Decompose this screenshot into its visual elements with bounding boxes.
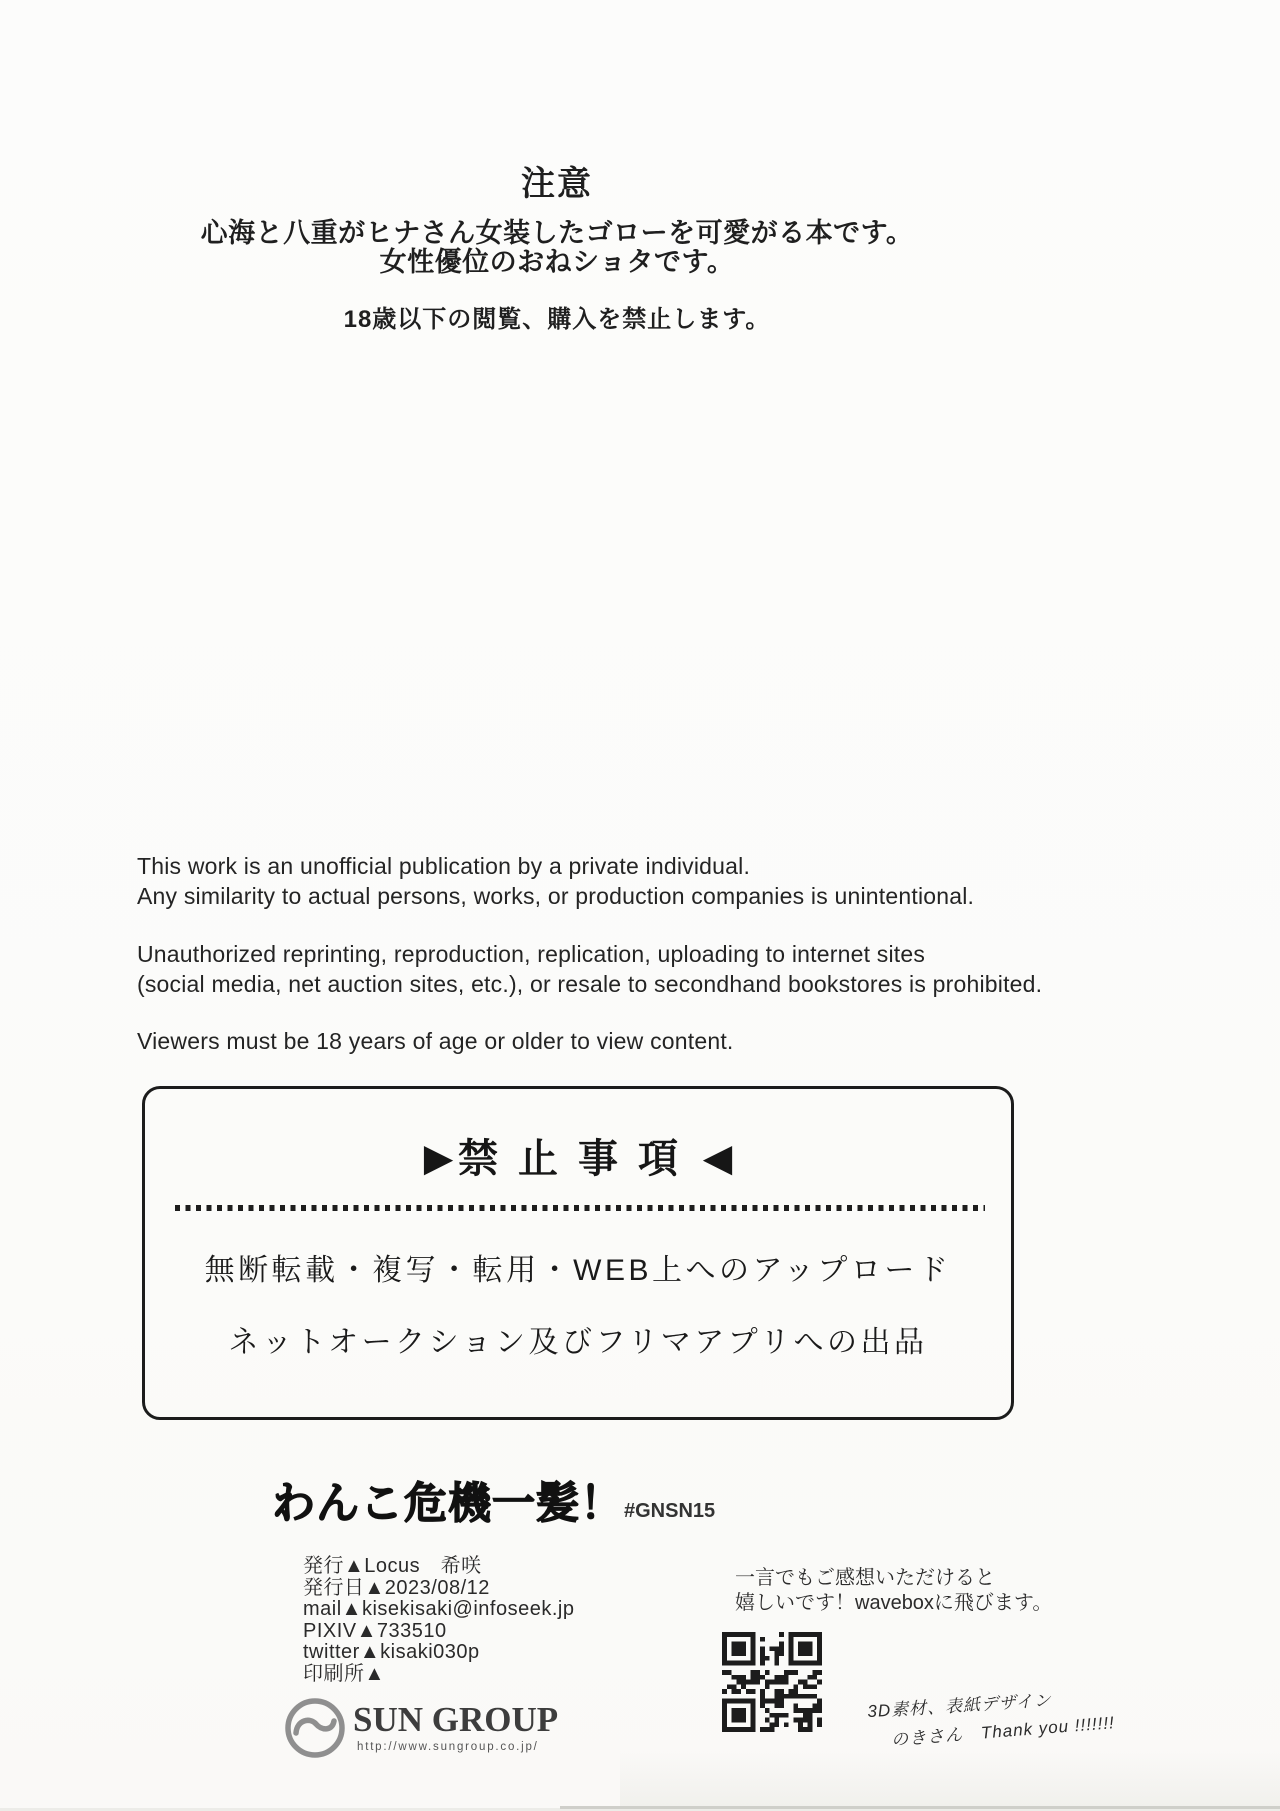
prohibited-line-2: ネットオークション及びフリマアプリへの出品 — [228, 1326, 928, 1359]
notice-description — [0, 219, 1114, 277]
feedback-note — [735, 1566, 1052, 1616]
disclaimer-line: Any similarity to actual persons, works, or production companies is unintentional. — [137, 883, 975, 909]
publication-info — [303, 1556, 574, 1685]
publish-date-line: 発行日▲2023/08/12 — [303, 1576, 490, 1599]
pixiv-line: PIXIV▲733510 — [303, 1619, 447, 1642]
disclaimer-line: Viewers must be 18 years of age or older to view content. — [137, 1028, 734, 1054]
age-restriction-line: 18歳以下の閲覧、購入を禁止します。 — [343, 306, 771, 333]
qr-code — [722, 1632, 822, 1732]
feedback-line-2: 嬉しいです！waveboxに飛びます。 — [735, 1592, 1053, 1614]
printer-name: SUN GROUP — [353, 1700, 559, 1739]
handwritten-credit — [867, 1678, 1200, 1754]
mail-line: mail▲kisekisaki@infoseek.jp — [303, 1598, 575, 1620]
disclaimer-line: (social media, net auction sites, etc.), or resale to secondhand bookstores is prohibited. — [137, 971, 1043, 997]
feedback-line-1: 一言でもご感想いただけると — [735, 1567, 995, 1589]
sun-group-emblem-icon — [283, 1696, 347, 1760]
disclaimer-line: This work is an unofficial publication by a private individual. — [137, 853, 751, 879]
right-triangle-icon: ▶ — [424, 1137, 452, 1178]
left-triangle-icon: ◀ — [704, 1137, 732, 1178]
prohibited-line-1: 無断転載・複写・転用・WEB上へのアップロード — [204, 1254, 952, 1287]
scan-shading — [620, 1750, 1280, 1808]
dotted-divider — [175, 1205, 985, 1211]
prohibited-heading-text: 禁止事項 — [458, 1137, 698, 1181]
printer-url: http://www.sungroup.co.jp/ — [357, 1741, 539, 1753]
disclaimer-line: Unauthorized reprinting, reproduction, replication, uploading to internet sites — [137, 941, 926, 967]
printer-line: 印刷所▲ — [303, 1662, 385, 1685]
english-disclaimer-para3 — [137, 1026, 734, 1056]
english-disclaimer-para2 — [137, 939, 1042, 999]
hashtag: #GNSN15 — [624, 1500, 716, 1522]
prohibited-box-heading — [145, 1127, 1011, 1184]
notice-heading: 注意 — [521, 165, 593, 203]
prohibited-items-box — [142, 1086, 1014, 1420]
publisher-line: 発行▲Locus 希咲 — [303, 1555, 482, 1577]
handwritten-line-1: 3D素材、表紙デザイン — [866, 1690, 1053, 1722]
sun-group-logo — [283, 1694, 583, 1766]
twitter-line: twitter▲kisaki030p — [303, 1641, 480, 1663]
scan-edge-dark — [560, 1806, 1280, 1809]
book-title: わんこ危機一髪！ — [272, 1480, 624, 1528]
handwritten-line-2: のきさん Thank you !!!!!!! — [890, 1713, 1116, 1750]
notice-line-2: 女性優位のおねショタです。 — [379, 247, 735, 277]
english-disclaimer-para1 — [137, 851, 974, 911]
notice-line-1: 心海と八重がヒナさん女装したゴローを可愛がる本です。 — [200, 218, 914, 248]
